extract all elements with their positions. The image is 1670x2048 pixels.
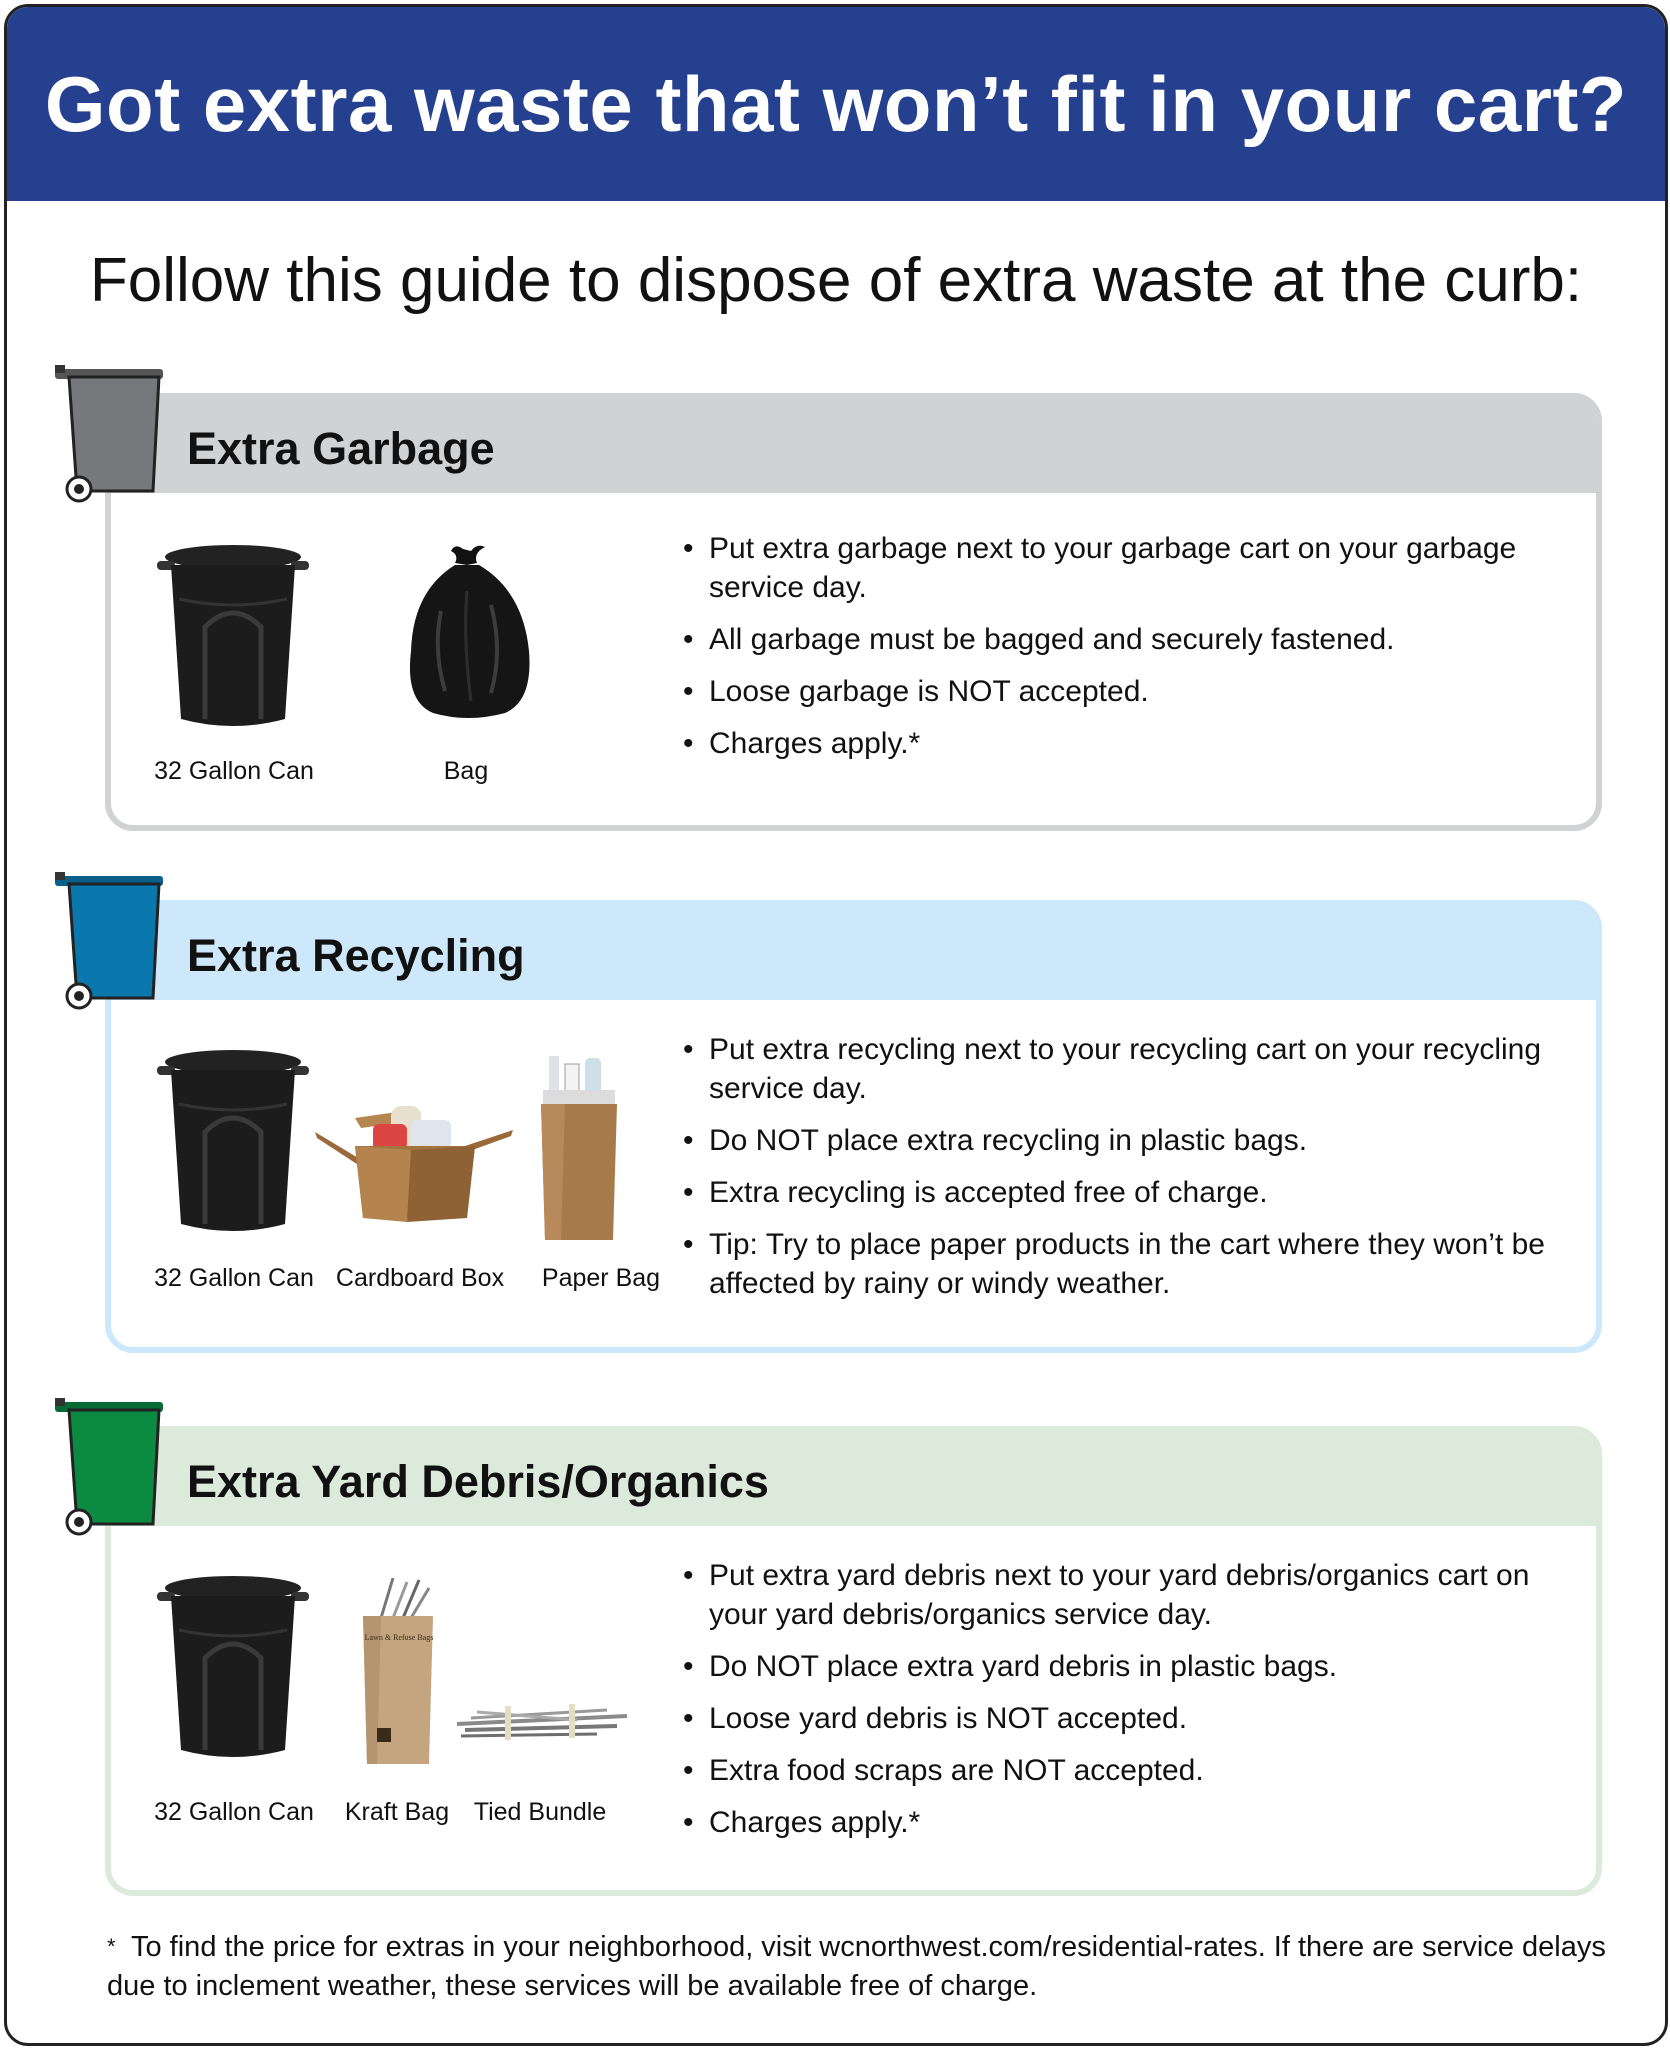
trash-can-image xyxy=(153,1570,313,1766)
banner-title: Got extra waste that won’t fit in your cart? xyxy=(7,7,1665,201)
list-item: • Extra recycling is accepted free of charge. xyxy=(683,1173,1563,1212)
yard-cart-icon xyxy=(55,1394,163,1539)
list-item: • Do NOT place extra recycling in plastic bags. xyxy=(683,1121,1563,1160)
garbage-rules-list xyxy=(683,529,1563,776)
list-item: • Put extra recycling next to your recycling cart on your recycling service day. xyxy=(683,1030,1563,1108)
cardboard-box-image xyxy=(315,1106,515,1234)
recycling-cart-icon xyxy=(55,868,163,1013)
yard-rules-list xyxy=(683,1556,1563,1855)
yard-cart-body xyxy=(69,1410,159,1524)
section-title-garbage: Extra Garbage xyxy=(111,399,1596,493)
footnote-text: To find the price for extras in your neighborhood, visit wcnorthwest.com/residential-rates. If there are service delays due to inclement weather, these services will be available free of charge. xyxy=(107,1931,1606,2002)
list-item: • Charges apply.* xyxy=(683,724,1563,763)
paper-bag-image xyxy=(535,1056,625,1246)
garbage-cart-body xyxy=(69,377,159,491)
trash-can-image xyxy=(153,539,313,735)
list-item: • Loose yard debris is NOT accepted. xyxy=(683,1699,1563,1738)
recycling-rules-list xyxy=(683,1030,1563,1316)
section-extra-recycling xyxy=(105,900,1602,1353)
tied-bundle-image xyxy=(457,1696,627,1748)
item-label-kraft-bag: Kraft Bag xyxy=(344,1798,450,1826)
list-item: • Do NOT place extra yard debris in plastic bags. xyxy=(683,1647,1563,1686)
list-item: • Extra food scraps are NOT accepted. xyxy=(683,1751,1563,1790)
section-title-yard: Extra Yard Debris/Organics xyxy=(111,1432,1596,1526)
item-label-paper-bag: Paper Bag xyxy=(541,1264,661,1292)
section-extra-garbage xyxy=(105,393,1602,831)
item-label-box: Cardboard Box xyxy=(335,1264,505,1292)
item-label-bundle: Tied Bundle xyxy=(473,1798,607,1826)
item-label-can: 32 Gallon Can xyxy=(154,757,314,785)
subtitle: Follow this guide to dispose of extra waste at the curb: xyxy=(89,246,1583,315)
kraft-bag-image xyxy=(359,1578,439,1768)
flyer xyxy=(4,4,1668,2046)
footnote xyxy=(107,1927,1607,2006)
garbage-cart-icon xyxy=(55,361,163,506)
trash-can-image xyxy=(153,1044,313,1240)
item-label-bag: Bag xyxy=(443,757,489,785)
footnote-star: * xyxy=(107,1934,116,1959)
item-label-can: 32 Gallon Can xyxy=(154,1798,314,1826)
item-label-can: 32 Gallon Can xyxy=(154,1264,314,1292)
recycling-cart-body xyxy=(69,884,159,998)
list-item: • Loose garbage is NOT accepted. xyxy=(683,672,1563,711)
section-title-recycling: Extra Recycling xyxy=(111,906,1596,1000)
list-item: • Put extra garbage next to your garbage cart on your garbage service day. xyxy=(683,529,1563,607)
garbage-bag-image xyxy=(393,541,543,721)
kraft-bag-print: Lawn & Refuse Bags xyxy=(364,1633,434,1642)
list-item: • Put extra yard debris next to your yard debris/organics cart on your yard debris/organics service day. xyxy=(683,1556,1563,1634)
list-item: • All garbage must be bagged and securely fastened. xyxy=(683,620,1563,659)
section-extra-yard-debris xyxy=(105,1426,1602,1896)
list-item: • Charges apply.* xyxy=(683,1803,1563,1842)
list-item: • Tip: Try to place paper products in the cart where they won’t be affected by rainy or windy weather. xyxy=(683,1225,1563,1303)
